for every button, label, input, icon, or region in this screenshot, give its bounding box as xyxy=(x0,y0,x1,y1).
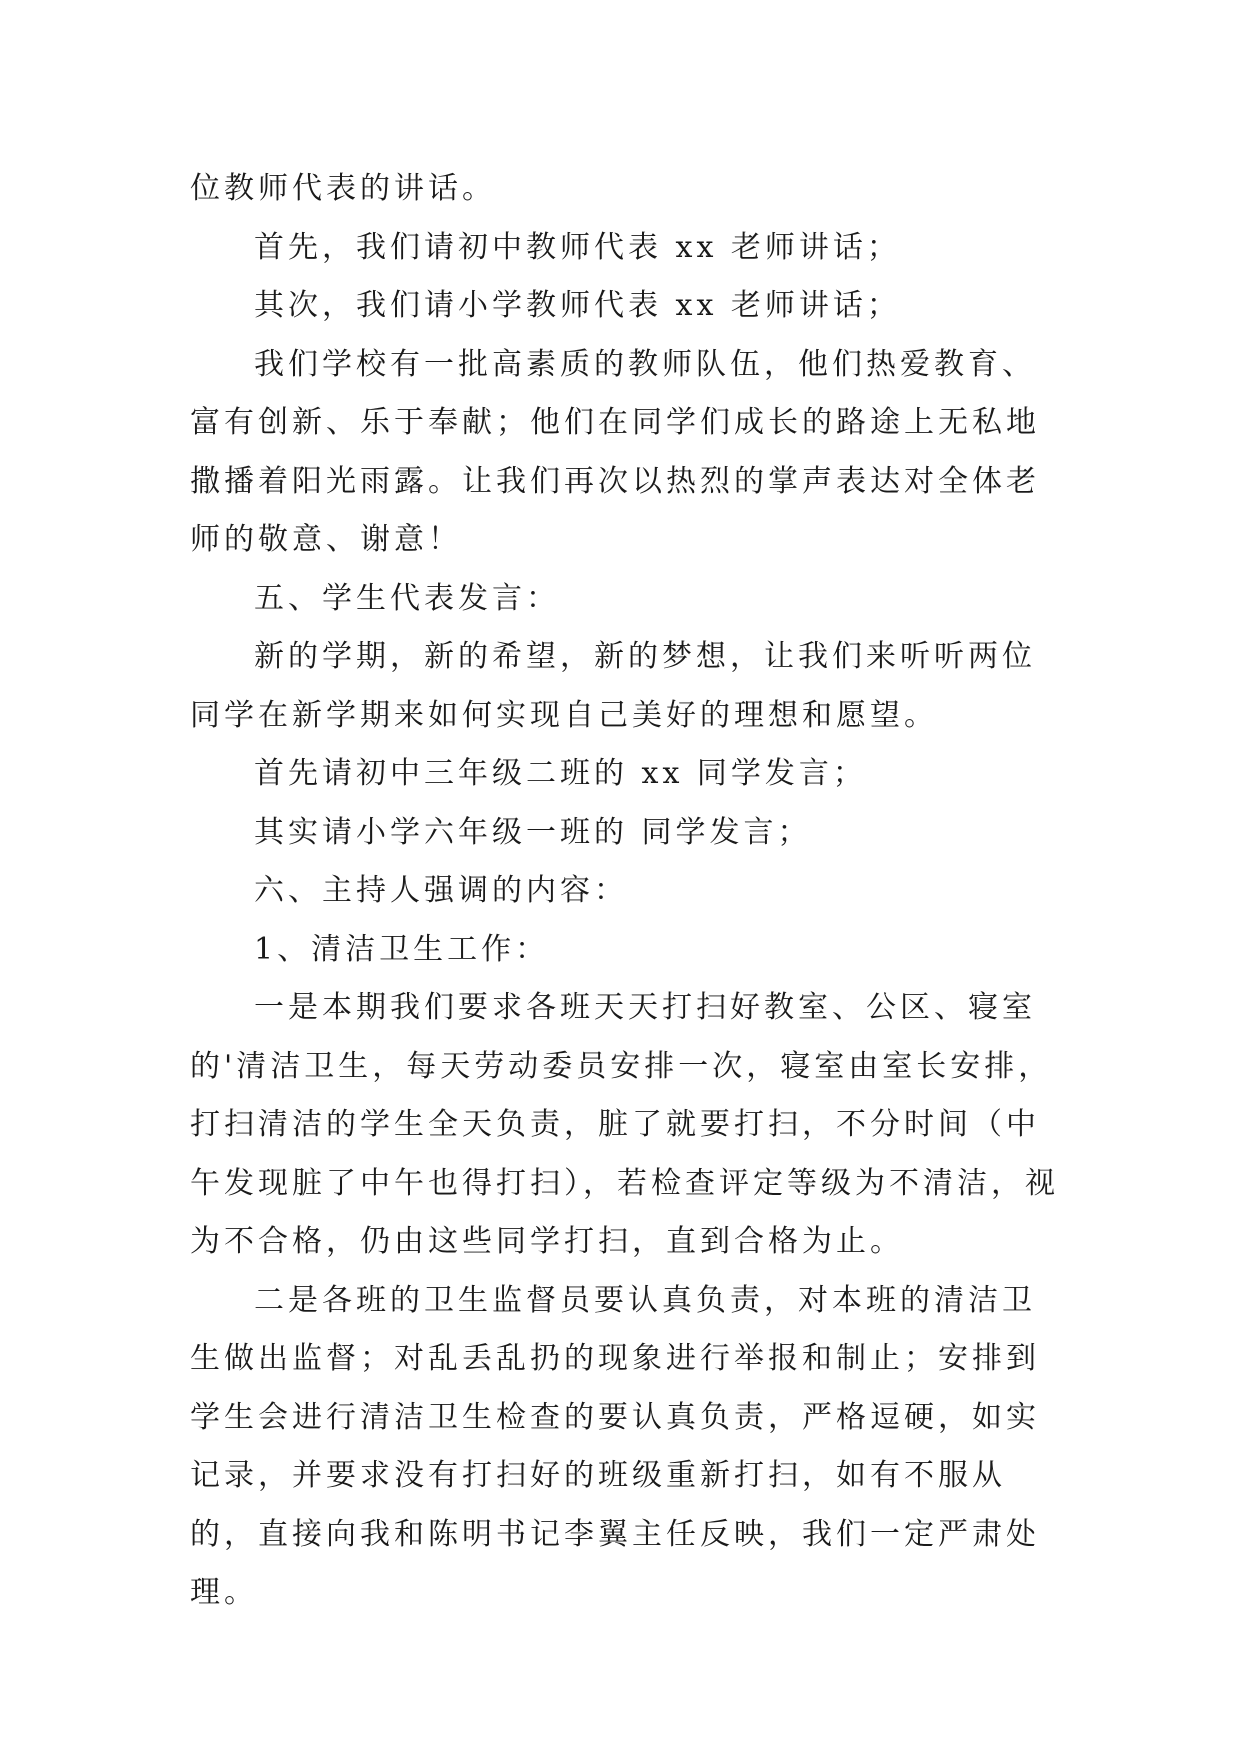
paragraph: 其实请小学六年级一班的 同学发言； xyxy=(254,814,812,850)
paragraph: 二是各班的卫生监督员要认真负责，对本班的清洁卫生做出监督；对乱丢乱扔的现象进行举报和制止；安排到学生会进行清洁卫生检查的要认真负责，严格逗硬，如实记录，并要求没有打扫好的班级重新打扫，如有不服从的，直接向我和陈明书记李翼主任反映，我们一定严肃处理。 xyxy=(190,1282,1040,1610)
paragraph: 我们学校有一批高素质的教师队伍，他们热爱教育、富有创新、乐于奉献；他们在同学们成长的路途上无私地撒播着阳光雨露。让我们再次以热烈的掌声表达对全体老师的敬意、谢意！ xyxy=(190,346,1040,557)
section-heading: 五、学生代表发言： xyxy=(254,580,560,616)
paragraph: 其次，我们请小学教师代表 xx 老师讲话； xyxy=(254,288,901,323)
paragraph: 首先请初中三年级二班的 xx 同学发言； xyxy=(254,756,867,791)
paragraph: 位教师代表的讲话。 xyxy=(190,171,496,206)
section-heading: 六、主持人强调的内容： xyxy=(254,873,628,908)
document-body xyxy=(190,160,1060,1623)
paragraph: 一是本期我们要求各班天天打扫好教室、公区、寝室的'清洁卫生，每天劳动委员安排一次，寝室由室长安排，打扫清洁的学生全天负责，脏了就要打扫，不分时间（中午发现脏了中午也得打扫），若检查评定等级为不清洁，视为不合格，仍由这些同学打扫，直到合格为止。 xyxy=(190,990,1059,1259)
paragraph: 首先，我们请初中教师代表 xx 老师讲话； xyxy=(254,229,901,265)
paragraph: 新的学期，新的希望，新的梦想，让我们来听听两位同学在新学期来如何实现自己美好的理想和愿望。 xyxy=(190,639,1036,733)
subsection-heading: 1、清洁卫生工作： xyxy=(254,931,550,967)
